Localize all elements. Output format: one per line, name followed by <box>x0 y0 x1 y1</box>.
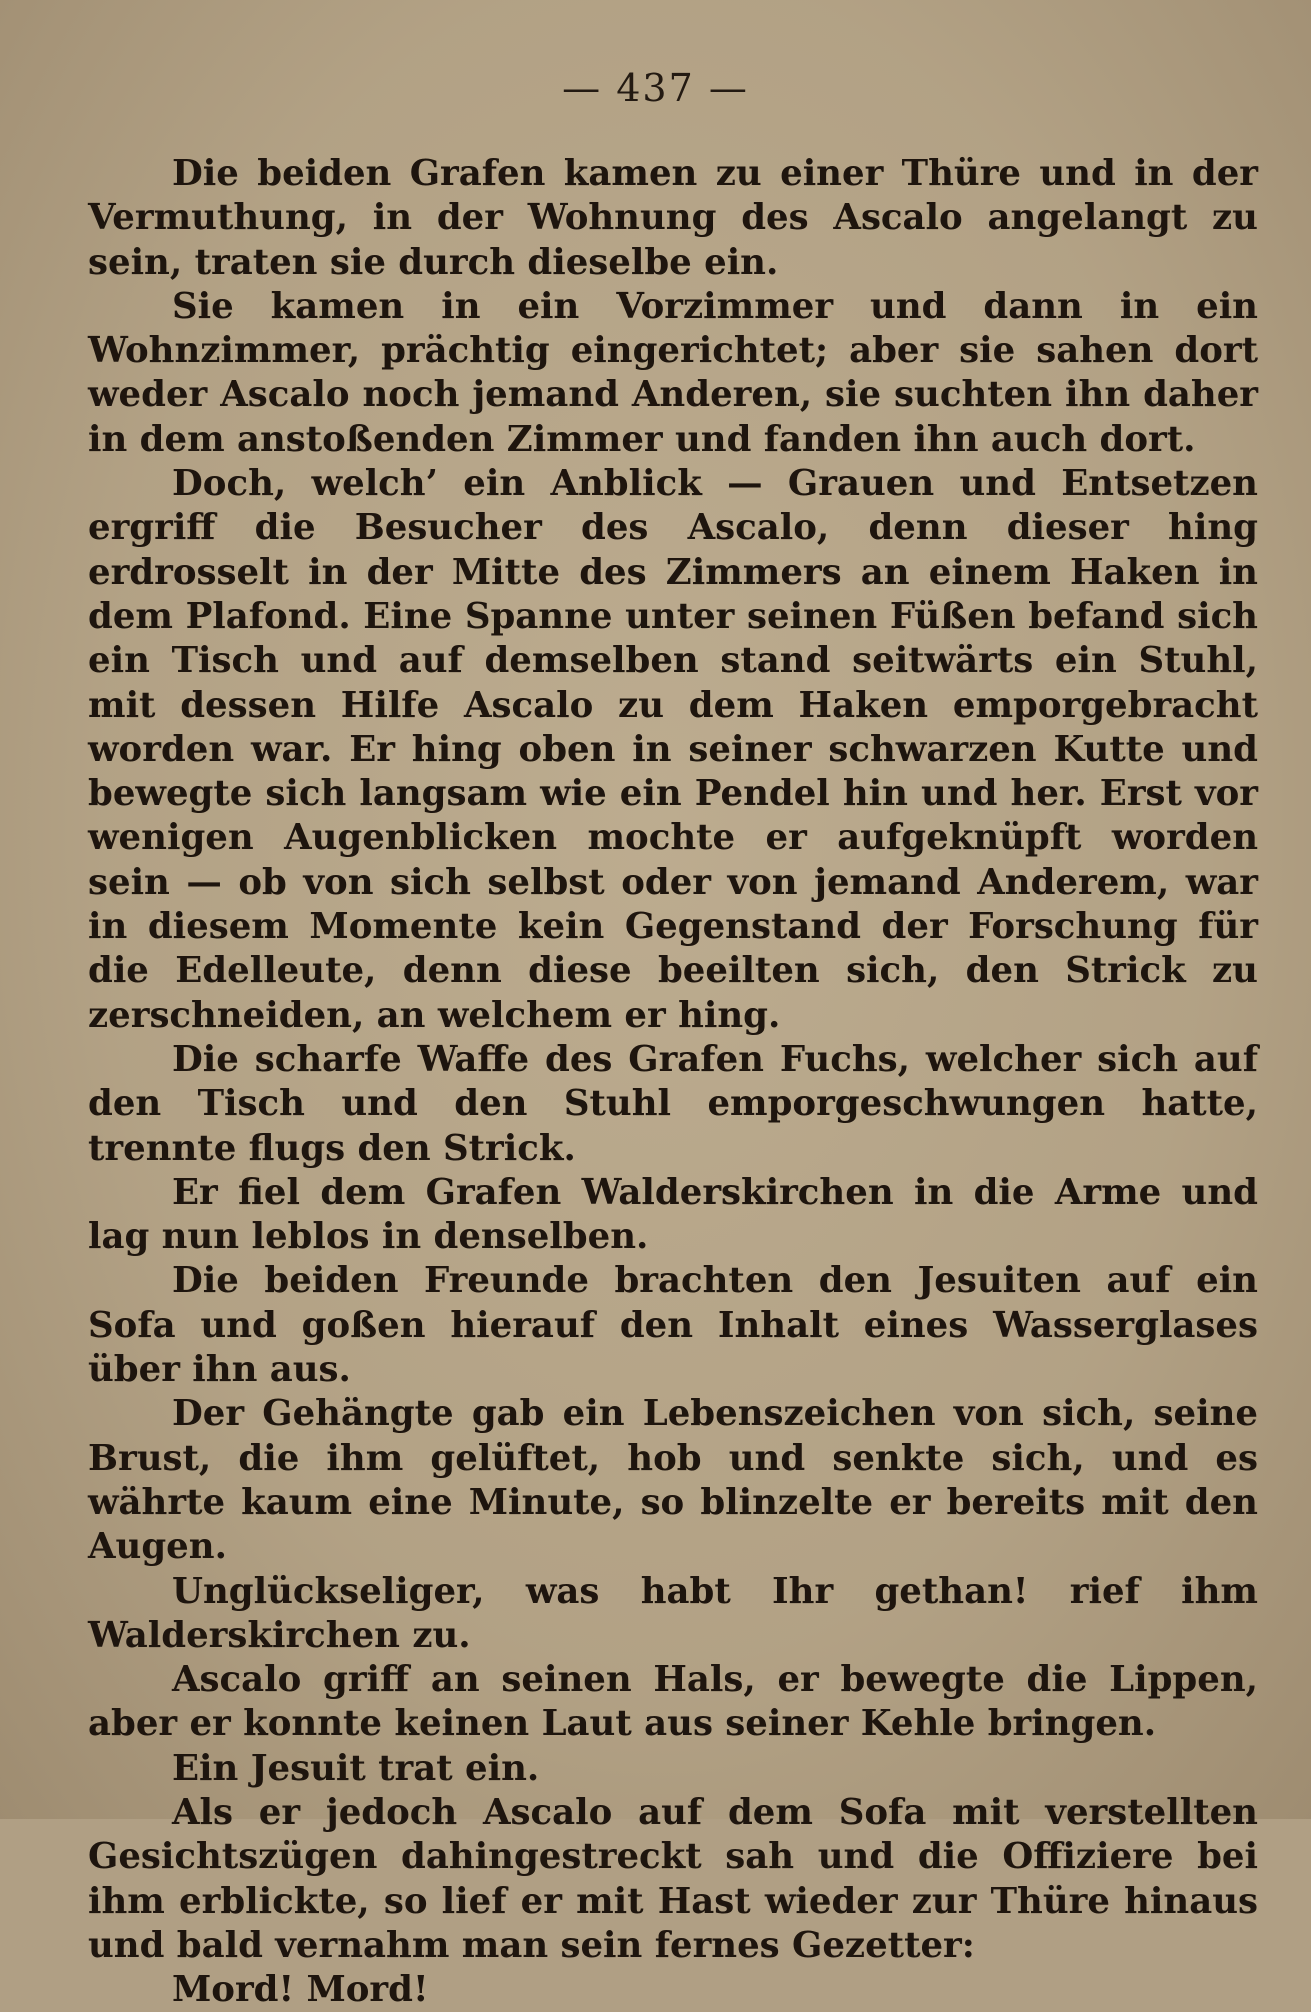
paragraph: Die beiden Grafen kamen zu einer Thüre und in der Vermuthung, in der Wohnung des Ascalo angelangt zu sein, traten sie durch dieselbe ein. <box>88 153 1258 283</box>
paragraph: Ascalo griff an seinen Hals, er bewegte die Lippen, aber er konnte keinen Laut aus seiner Kehle bringen. <box>88 1659 1258 1745</box>
paragraph: Doch, welch’ ein Anblick — Grauen und Entsetzen ergriff die Besucher des Ascalo, denn dieser hing erdrosselt in der Mitte des Zimmers an einem Haken in dem Plafond. Eine Spanne unter seinen Füßen befand sich ein Tisch und auf demselben stand seitwärts ein Stuhl, mit dessen Hilfe Ascalo zu dem Haken emporgebracht worden war. Er hing oben in seiner schwarzen Kutte und bewegte sich langsam wie ein Pendel hin und her. Erst vor wenigen Augenblicken mochte er aufgeknüpft worden sein — ob von sich selbst oder von jemand Anderem, war in diesem Momente kein Gegenstand der Forschung für die Edelleute, denn diese beeilten sich, den Strick zu zerschneiden, an welchem er hing. <box>88 463 1258 1036</box>
paragraph: Sie kamen in ein Vorzimmer und dann in ein Wohnzimmer, prächtig eingerichtet; aber sie sahen dort weder Ascalo noch jemand Anderen, sie suchten ihn daher in dem anstoßenden Zimmer und fanden ihn auch dort. <box>88 285 1258 460</box>
paragraph: Die beiden Freunde brachten den Jesuiten auf ein Sofa und goßen hierauf den Inhalt eines Wasserglases über ihn aus. <box>88 1260 1258 1391</box>
paragraph: Mord! Mord! <box>172 1969 429 2011</box>
body-text <box>88 152 1258 2012</box>
paragraph: Als er jedoch Ascalo auf dem Sofa mit verstellten Gesichtszügen dahingestreckt sah und die Offiziere bei ihm erblickte, so lief er mit Hast wieder zur Thüre hinaus und bald vernahm man sein fernes Gezetter: <box>88 1791 1258 1966</box>
paragraph: Unglückseliger, was habt Ihr gethan! rief ihm Walderskirchen zu. <box>88 1570 1258 1656</box>
paragraph: Ein Jesuit trat ein. <box>172 1747 540 1789</box>
paragraph: Er fiel dem Grafen Walderskirchen in die Arme und lag nun leblos in denselben. <box>88 1171 1258 1258</box>
paragraph: Die scharfe Waffe des Grafen Fuchs, welcher sich auf den Tisch und den Stuhl emporgeschwungen hatte, trennte flugs den Strick. <box>88 1038 1258 1169</box>
paragraph: Der Gehängte gab ein Lebenszeichen von sich, seine Brust, die ihm gelüftet, hob und senkte sich, und es währte kaum eine Minute, so blinzelte er bereits mit den Augen. <box>88 1393 1258 1568</box>
page-number: — 437 — <box>562 66 749 110</box>
